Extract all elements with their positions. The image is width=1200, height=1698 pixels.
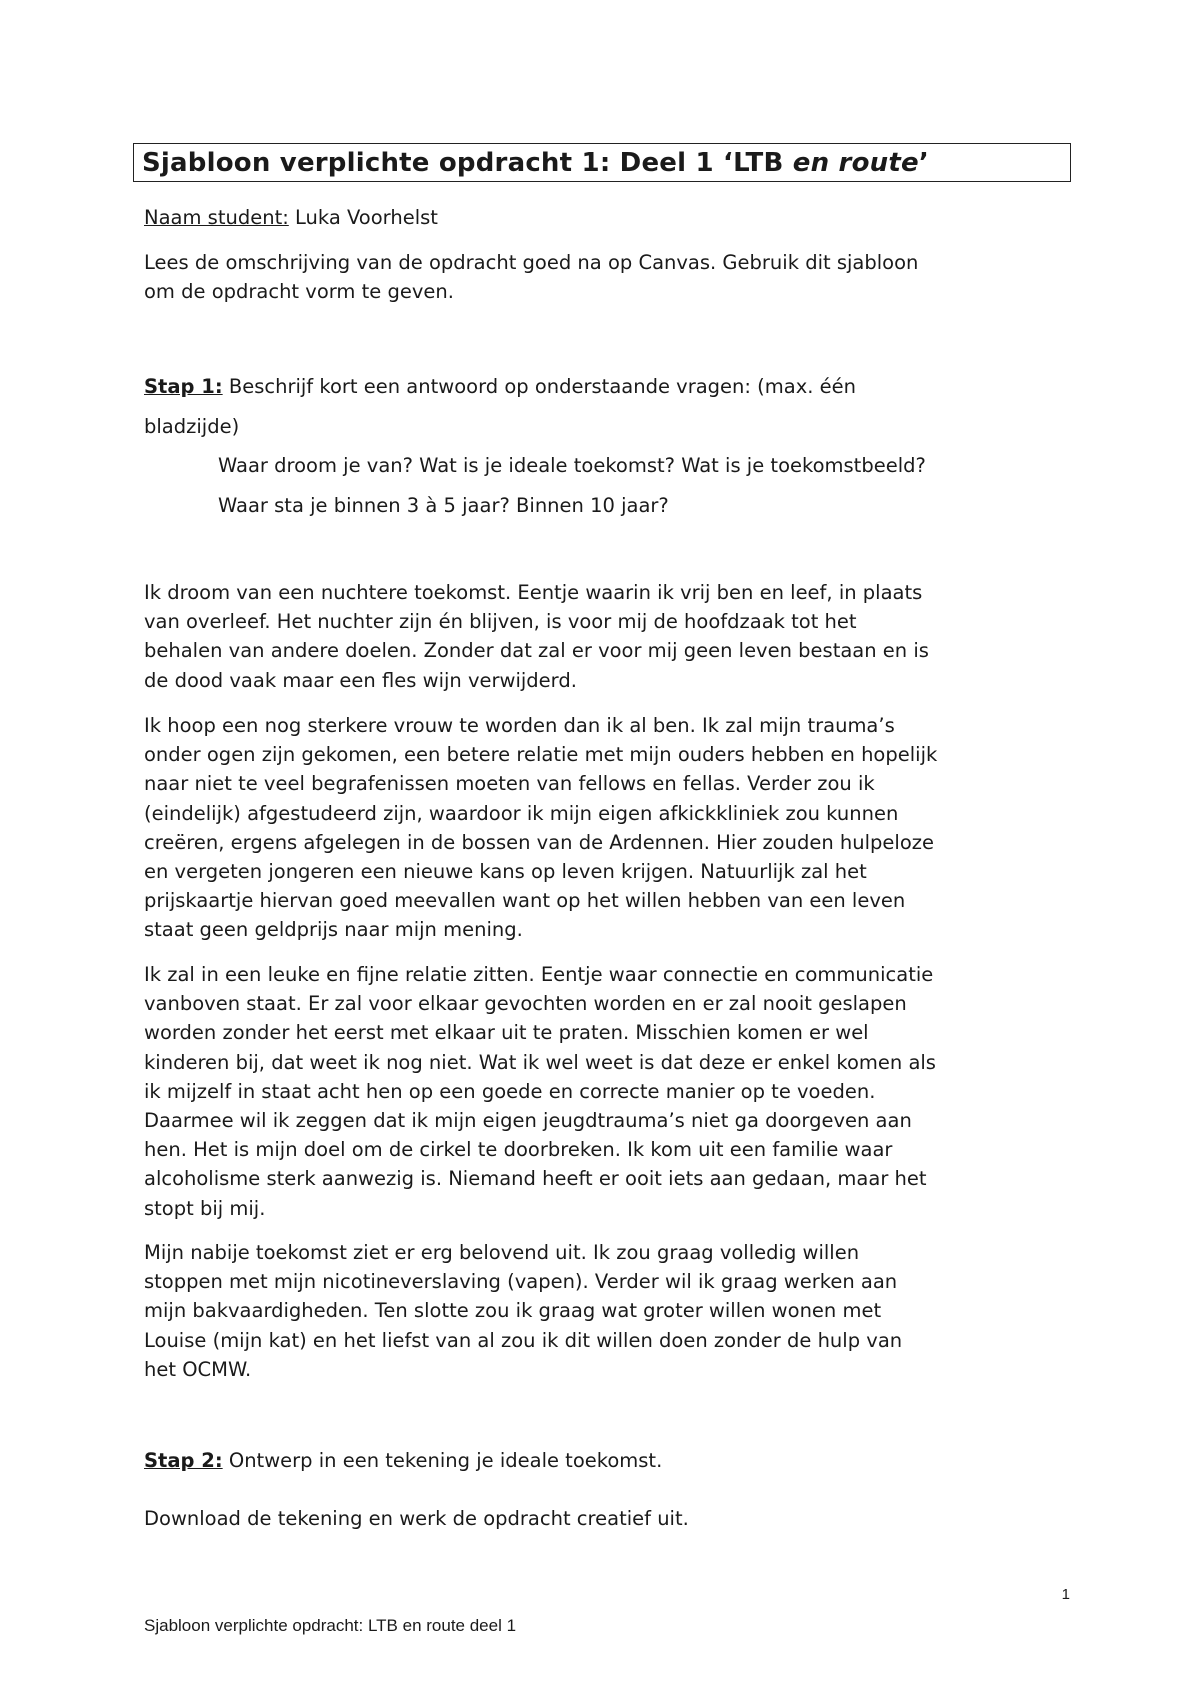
text-line: Ik zal in een leuke en fijne relatie zitten. Eentje waar connectie en communicatie <box>144 963 934 986</box>
text-line: behalen van andere doelen. Zonder dat zal er voor mij geen leven bestaan en is <box>144 639 929 663</box>
text-line: naar niet te veel begrafenissen moeten van fellows en fellas. Verder zou ik <box>144 772 875 796</box>
step1-text-cont: bladzijde) <box>144 415 240 438</box>
text-line: mijn bakvaardigheden. Ten slotte zou ik graag wat groter willen wonen met <box>144 1299 882 1323</box>
document-title <box>133 143 1071 182</box>
text-line: Ik hoop een nog sterkere vrouw te worden dan ik al ben. Ik zal mijn trauma’s <box>144 714 895 737</box>
step2-text: Ontwerp in een tekening je ideale toekomst. <box>222 1449 663 1472</box>
text-line: vanboven staat. Er zal voor elkaar gevochten worden en er zal nooit geslapen <box>144 992 907 1016</box>
step2-label: Stap 2: <box>144 1449 223 1472</box>
step1-question: Waar droom je van? Wat is je ideale toekomst? Wat is je toekomstbeeld? <box>218 454 926 477</box>
text-line: stopt bij mij. <box>144 1196 266 1220</box>
closing-text: Download de tekening en werk de opdracht creatief uit. <box>144 1507 689 1530</box>
text-line: Mijn nabije toekomst ziet er erg belovend uit. Ik zou graag volledig willen <box>144 1241 860 1264</box>
text-line: de dood vaak maar een fles wijn verwijderd. <box>144 668 577 692</box>
text-line: hen. Het is mijn doel om de cirkel te doorbreken. Ik kom uit een familie waar <box>144 1138 893 1162</box>
answer-paragraph <box>144 960 1074 1223</box>
student-line <box>144 203 1074 232</box>
text-line: staat geen geldprijs naar mijn mening. <box>144 918 523 942</box>
intro-line: Lees de omschrijving van de opdracht goed na op Canvas. Gebruik dit sjabloon <box>144 251 919 274</box>
text-line: Ik droom van een nuchtere toekomst. Eentje waarin ik vrij ben en leef, in plaats <box>144 581 923 604</box>
answer-paragraph <box>144 578 1074 695</box>
intro-text <box>144 248 1074 306</box>
text-line: (eindelijk) afgestudeerd zijn, waardoor ik mijn eigen afkickkliniek zou kunnen <box>144 801 899 825</box>
text-line: van overleef. Het nuchter zijn én blijven, is voor mij de hoofdzaak tot het <box>144 610 857 634</box>
title-italic: en route <box>792 148 919 178</box>
step1-label: Stap 1: <box>144 375 223 398</box>
intro-line: om de opdracht vorm te geven. <box>144 280 454 303</box>
text-line: ik mijzelf in staat acht hen op een goede en correcte manier op te voeden. <box>144 1079 876 1103</box>
text-line: en vergeten jongeren een nieuwe kans op leven krijgen. Natuurlijk zal het <box>144 860 867 884</box>
step1-heading <box>144 367 1074 447</box>
text-line: kinderen bij, dat weet ik nog niet. Wat ik wel weet is dat deze er enkel komen als <box>144 1050 936 1074</box>
text-line: prijskaartje hiervan goed meevallen want op het willen hebben van een leven <box>144 889 906 913</box>
answer-paragraph <box>144 711 1074 945</box>
title-prefix: Sjabloon verplichte opdracht 1: Deel 1 ‘LTB <box>142 148 793 178</box>
text-line: alcoholisme sterk aanwezig is. Niemand heeft er ooit iets aan gedaan, maar het <box>144 1167 927 1191</box>
student-name: Luka Voorhelst <box>288 206 438 229</box>
step1-question: Waar sta je binnen 3 à 5 jaar? Binnen 10 jaar? <box>218 494 669 517</box>
text-line: Louise (mijn kat) en het liefst van al zou ik dit willen doen zonder de hulp van <box>144 1328 903 1352</box>
student-label: Naam student: <box>144 206 289 229</box>
text-line: Daarmee wil ik zeggen dat ik mijn eigen jeugdtrauma’s niet ga doorgeven aan <box>144 1109 912 1133</box>
step2-heading <box>144 1446 1074 1475</box>
text-line: het OCMW. <box>144 1357 252 1381</box>
title-suffix: ’ <box>918 148 929 178</box>
step1-text: Beschrijf kort een antwoord op onderstaande vragen: (max. één <box>222 375 857 398</box>
text-line: creëren, ergens afgelegen in de bossen van de Ardennen. Hier zouden hulpeloze <box>144 830 934 854</box>
page-footer: Sjabloon verplichte opdracht: LTB en route deel 1 <box>144 1616 517 1635</box>
page-number: 1 <box>1061 1586 1070 1603</box>
text-line: worden zonder het eerst met elkaar uit te praten. Misschien komen er wel <box>144 1021 869 1045</box>
text-line: stoppen met mijn nicotineverslaving (vapen). Verder wil ik graag werken aan <box>144 1270 898 1294</box>
answer-paragraph <box>144 1238 1074 1384</box>
text-line: onder ogen zijn gekomen, een betere relatie met mijn ouders hebben en hopelijk <box>144 743 938 767</box>
